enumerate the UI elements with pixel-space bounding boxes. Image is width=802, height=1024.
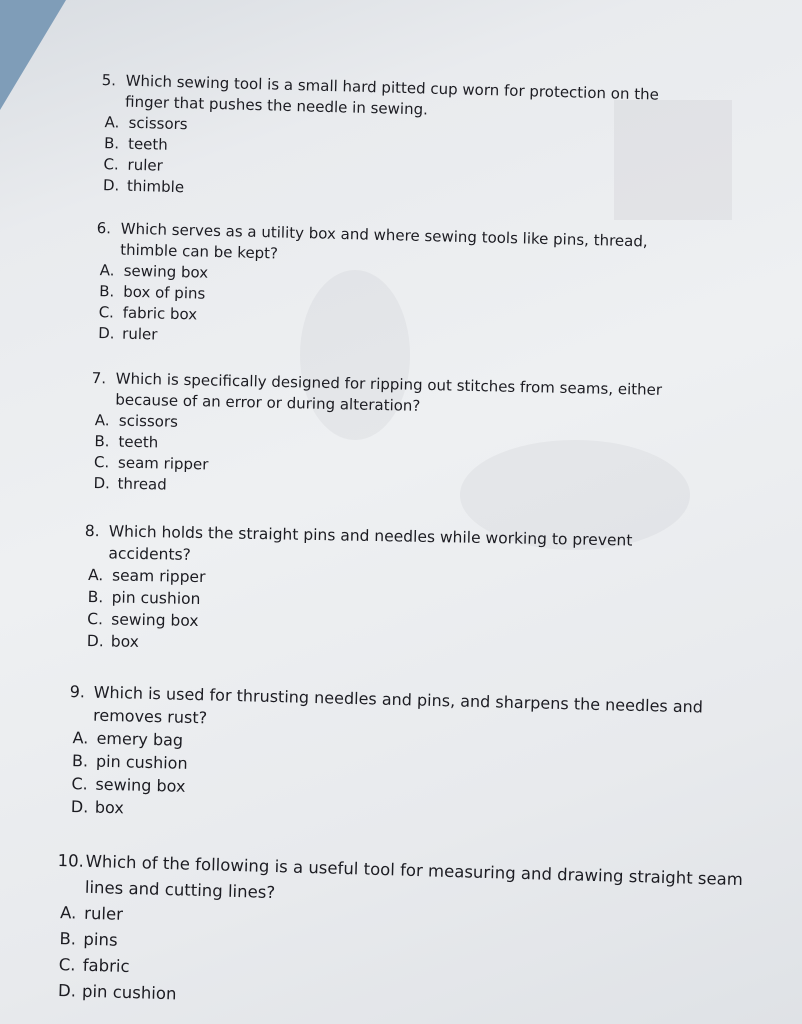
option-text: ruler — [83, 903, 124, 924]
option-letter: D. — [97, 324, 115, 343]
option-letter: B. — [94, 432, 110, 451]
option-letter: C. — [93, 453, 110, 472]
option-letter: D. — [102, 176, 120, 195]
question-8 — [83, 520, 685, 662]
answer-options — [54, 900, 777, 1024]
option-text: teeth — [127, 134, 169, 154]
option-letter: A. — [104, 113, 120, 132]
option-text: seam ripper — [111, 566, 206, 587]
option-text: sewing box — [111, 610, 199, 630]
answer-options — [67, 726, 759, 835]
option-letter: C. — [71, 774, 88, 794]
question-number: 8. — [84, 521, 100, 541]
question-9 — [67, 680, 760, 835]
option-letter: D. — [86, 632, 104, 651]
question-10 — [54, 848, 778, 1024]
option-text: emery bag — [96, 728, 184, 750]
question-6 — [94, 218, 687, 358]
question-number: 9. — [69, 681, 86, 702]
question-text: Which serves as a utility box and where sewing tools like pins, thread, thimble can be kept? — [120, 219, 648, 263]
option-letter: B. — [87, 588, 104, 607]
question-text: Which holds the straight pins and needles while working to prevent accidents? — [108, 522, 633, 564]
option-letter: C. — [103, 155, 120, 174]
question-text: Which is specifically designed for ripping out stitches from seams, either because of an error or during alteration? — [115, 369, 663, 415]
option-text: fabric — [82, 955, 130, 977]
answer-options — [89, 410, 691, 507]
option-text: sewing box — [123, 261, 209, 282]
answer-options — [94, 260, 686, 358]
option-letter: D. — [57, 981, 77, 1001]
option-text: fabric box — [122, 303, 198, 324]
option-letter: A. — [99, 261, 115, 280]
option-text: box of pins — [122, 282, 206, 303]
question-number: 6. — [96, 218, 112, 238]
option-text: ruler — [127, 155, 164, 175]
option-letter: C. — [58, 955, 76, 975]
option-letter: C. — [87, 610, 104, 629]
option-letter: A. — [87, 566, 104, 585]
question-text: Which of the following is a useful tool for measuring and drawing straight seam lines and cutting lines? — [84, 851, 744, 903]
option-text: sewing box — [95, 774, 186, 796]
option-letter: D. — [70, 797, 89, 817]
question-number: 7. — [91, 368, 107, 388]
option-text: box — [110, 632, 140, 651]
option-text: pin cushion — [111, 588, 201, 609]
answer-options — [83, 564, 684, 662]
option-letter: A. — [72, 728, 89, 748]
answer-options — [99, 112, 681, 211]
question-7 — [89, 368, 692, 507]
option-letter: A. — [94, 411, 110, 430]
question-text: Which is used for thrusting needles and pins, and sharpens the needles and removes rust? — [92, 682, 704, 728]
option-text: pin cushion — [81, 981, 177, 1004]
option-text: ruler — [121, 324, 158, 344]
option-letter: C. — [98, 303, 115, 322]
option-letter: B. — [59, 929, 77, 949]
option-letter: B. — [71, 751, 89, 771]
option-text: pins — [83, 929, 118, 950]
question-text: Which sewing tool is a small hard pitted cup worn for protection on the finger that pushes the needle in sewing. — [124, 71, 660, 119]
option-text: thimble — [126, 176, 185, 197]
question-number: 5. — [101, 70, 117, 90]
option-text: scissors — [128, 113, 188, 134]
option-text: seam ripper — [117, 453, 209, 474]
option-text: pin cushion — [95, 751, 188, 773]
option-letter: B. — [98, 282, 115, 301]
option-letter: D. — [93, 474, 111, 493]
option-text: teeth — [118, 432, 159, 452]
option-text: scissors — [118, 411, 179, 431]
question-5 — [99, 70, 682, 211]
option-letter: A. — [59, 903, 77, 923]
option-text: thread — [117, 474, 167, 494]
option-letter: B. — [103, 134, 120, 153]
option-text: box — [94, 797, 125, 818]
question-number: 10. — [57, 850, 85, 871]
